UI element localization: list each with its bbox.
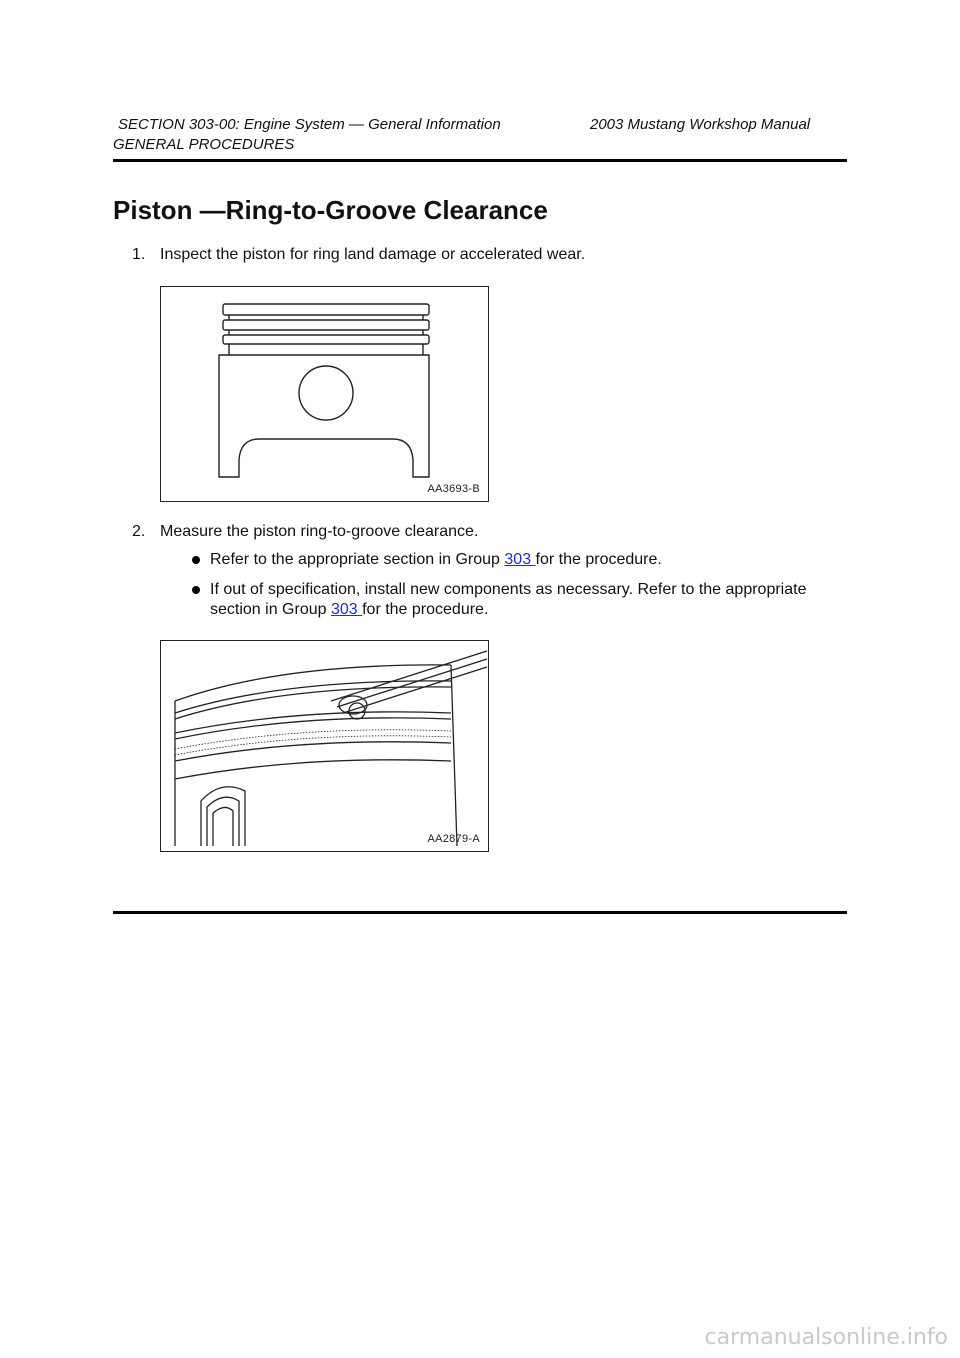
header-subsection: GENERAL PROCEDURES <box>113 136 295 153</box>
page-title: Piston —Ring-to-Groove Clearance <box>113 195 548 225</box>
figure-id: AA2879-A <box>427 833 480 845</box>
footer-divider <box>113 911 847 914</box>
step-2-number: 2. <box>132 523 146 540</box>
bullet-item <box>192 580 830 620</box>
bullet-text: Refer to the appropriate section in Group <box>210 551 505 568</box>
step-1 <box>132 246 585 264</box>
group-303-link[interactable]: 303 <box>330 601 363 618</box>
bullet-text: for the procedure. <box>362 601 489 618</box>
step-2 <box>132 523 478 541</box>
bullet-icon <box>192 556 200 564</box>
bullet-text: for the procedure. <box>535 551 662 568</box>
step-1-number: 1. <box>132 246 146 263</box>
feeler-gauge-piston-diagram-icon <box>161 641 488 851</box>
bullet-text: If out of specification, install new components as necessary. Refer to the appropriate section in Group <box>210 581 807 618</box>
figure-feeler-gauge <box>160 640 489 852</box>
piston-diagram-icon <box>161 287 488 501</box>
figure-piston <box>160 286 489 502</box>
figure-id: AA3693-B <box>427 483 480 495</box>
group-303-link[interactable]: 303 <box>504 551 536 568</box>
step-1-text: Inspect the piston for ring land damage or accelerated wear. <box>160 246 586 263</box>
watermark: carmanualsonline.info <box>704 1325 948 1350</box>
header-manual-title: 2003 Mustang Workshop Manual <box>590 116 811 133</box>
header-section: SECTION 303-00: Engine System — General Information <box>118 116 501 133</box>
bullet-item <box>192 550 830 570</box>
step-2-text: Measure the piston ring-to-groove clearance. <box>160 523 479 540</box>
header-divider <box>113 159 847 162</box>
bullet-icon <box>192 586 200 594</box>
